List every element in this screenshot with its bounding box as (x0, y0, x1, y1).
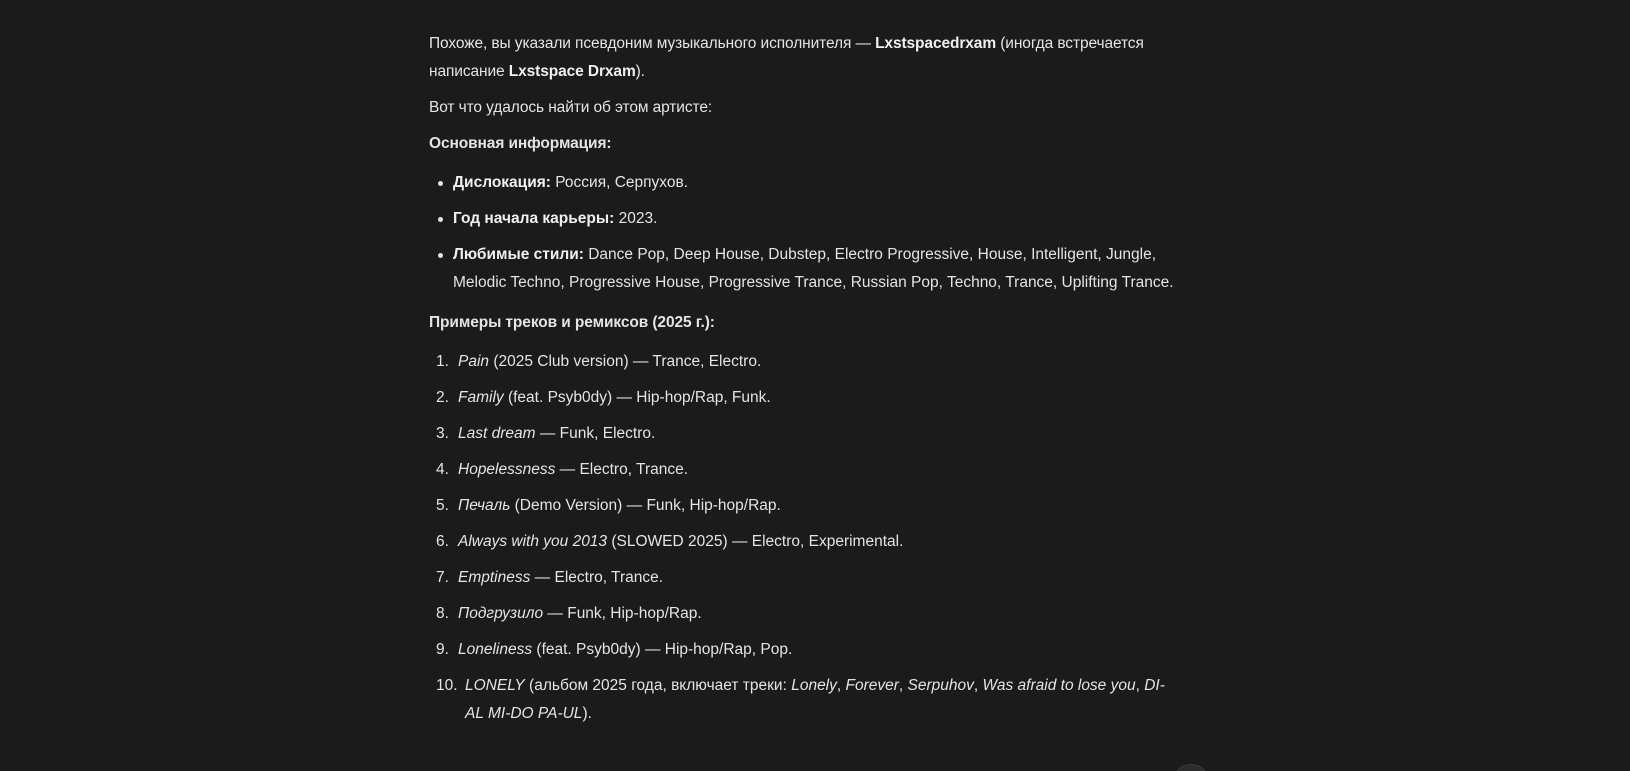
track-title: Family (458, 389, 504, 406)
track-title: Emptiness (458, 569, 531, 586)
list-item (429, 672, 1174, 728)
list-item (453, 169, 1174, 197)
info-value: Dance Pop, Deep House, Dubstep, Electro Progressive, House, Intelligent, Jungle, Melodic Techno, Progressive House, Progressive Trance, Russian Pop, Techno, Trance, Uplifting Trance. (453, 246, 1174, 291)
artist-alt-name: Lxstspace Drxam (508, 63, 636, 80)
list-item (429, 636, 1174, 664)
list-item (429, 420, 1174, 448)
info-label: Год начала карьеры: (453, 210, 615, 227)
list-item (453, 241, 1174, 297)
track-title: Печаль (458, 497, 511, 514)
separator: , (898, 677, 908, 694)
track-details: — Electro, Trance. (555, 461, 689, 478)
basic-info-list (429, 169, 1174, 297)
track-details: (2025 Club version) — Trance, Electro. (489, 353, 762, 370)
tracks-heading: Примеры треков и ремиксов (2025 г.): (429, 314, 715, 331)
album-details: (альбом 2025 года, включает треки: (524, 677, 792, 694)
track-title: Подгрузило (458, 605, 544, 622)
list-item (429, 528, 1174, 556)
track-details: (feat. Psyb0dy) — Hip-hop/Rap, Pop. (532, 641, 793, 658)
track-title: Always with you 2013 (458, 533, 608, 550)
list-item (429, 348, 1174, 376)
intro-text: Похоже, вы указали псевдоним музыкального исполнителя — (429, 35, 876, 52)
track-details: (Demo Version) — Funk, Hip-hop/Rap. (510, 497, 781, 514)
item-number: 2. (436, 389, 449, 406)
separator: , (973, 677, 983, 694)
list-item (429, 384, 1174, 412)
item-number: 5. (436, 497, 449, 514)
item-number: 9. (436, 641, 449, 658)
track-details: — Funk, Hip-hop/Rap. (543, 605, 702, 622)
track-details: (feat. Psyb0dy) — Hip-hop/Rap, Funk. (503, 389, 771, 406)
tracks-list (429, 348, 1174, 728)
item-number: 4. (436, 461, 449, 478)
album-track-title: DI-AL MI-DO PA-UL (465, 677, 1165, 722)
list-item (429, 492, 1174, 520)
list-item (429, 600, 1174, 628)
track-title: Last dream (458, 425, 536, 442)
artist-name: Lxstspacedrxam (875, 35, 997, 52)
chat-message (429, 30, 1174, 736)
track-details: — Electro, Trance. (530, 569, 664, 586)
list-item (453, 205, 1174, 233)
info-value: 2023. (614, 210, 658, 227)
item-number: 7. (436, 569, 449, 586)
track-title: Loneliness (458, 641, 533, 658)
intro-text-end: ). (635, 63, 645, 80)
scroll-down-button[interactable] (1172, 764, 1210, 771)
intro-text-middle: (иногда встречается написание (429, 35, 1144, 80)
separator: , (1135, 677, 1145, 694)
list-item (429, 456, 1174, 484)
separator: , (836, 677, 846, 694)
intro-paragraph (429, 30, 1174, 86)
item-number: 8. (436, 605, 449, 622)
album-title: LONELY (465, 677, 525, 694)
track-title: Pain (458, 353, 490, 370)
item-number: 6. (436, 533, 449, 550)
album-track-title: Was afraid to lose you (982, 677, 1136, 694)
album-track-title: Lonely (791, 677, 837, 694)
track-details: (SLOWED 2025) — Electro, Experimental. (607, 533, 904, 550)
item-number: 3. (436, 425, 449, 442)
album-track-title: Forever (845, 677, 899, 694)
info-label: Любимые стили: (453, 246, 584, 263)
info-value: Россия, Серпухов. (550, 174, 689, 191)
basic-info-heading: Основная информация: (429, 135, 612, 152)
list-item (429, 564, 1174, 592)
album-details-end: ). (582, 705, 592, 722)
track-details: — Funk, Electro. (535, 425, 656, 442)
info-label: Дислокация: (453, 174, 551, 191)
item-number: 10. (436, 677, 458, 694)
found-paragraph: Вот что удалось найти об этом артисте: (429, 99, 713, 116)
track-title: Hopelessness (458, 461, 556, 478)
album-track-title: Serpuhov (907, 677, 974, 694)
item-number: 1. (436, 353, 449, 370)
